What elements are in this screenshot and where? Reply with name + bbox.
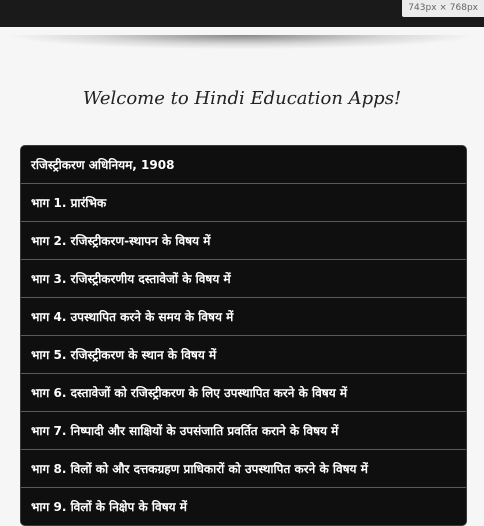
list-item-act-title[interactable]: रजिस्ट्रीकरण अधिनियम, 1908: [21, 146, 466, 183]
viewport-dimensions-badge: 743px × 768px: [402, 0, 484, 17]
chapter-list: [20, 145, 467, 526]
list-item-part-9[interactable]: भाग 9. विलों के निक्षेप के विषय में: [21, 487, 466, 525]
list-item-part-1[interactable]: भाग 1. प्रारंभिक: [21, 183, 466, 221]
list-item-part-7[interactable]: भाग 7. निष्पादी और साक्षियों के उपसंजाति प्रवर्तित कराने के विषय में: [21, 411, 466, 449]
list-item-part-8[interactable]: भाग 8. विलों को और दत्तकग्रहण प्राधिकारों को उपस्थापित करने के विषय में: [21, 449, 466, 487]
list-item-part-3[interactable]: भाग 3. रजिस्ट्रीकरणीय दस्तावेजों के विषय में: [21, 259, 466, 297]
welcome-heading: Welcome to Hindi Education Apps!: [82, 88, 402, 109]
header-shadow-divider: [10, 35, 474, 49]
list-item-part-5[interactable]: भाग 5. रजिस्ट्रीकरण के स्थान के विषय में: [21, 335, 466, 373]
list-item-part-4[interactable]: भाग 4. उपस्थापित करने के समय के विषय में: [21, 297, 466, 335]
list-item-part-2[interactable]: भाग 2. रजिस्ट्रीकरण-स्थापन के विषय में: [21, 221, 466, 259]
list-item-part-6[interactable]: भाग 6. दस्तावेजों को रजिस्ट्रीकरण के लिए उपस्थापित करने के विषय में: [21, 373, 466, 411]
